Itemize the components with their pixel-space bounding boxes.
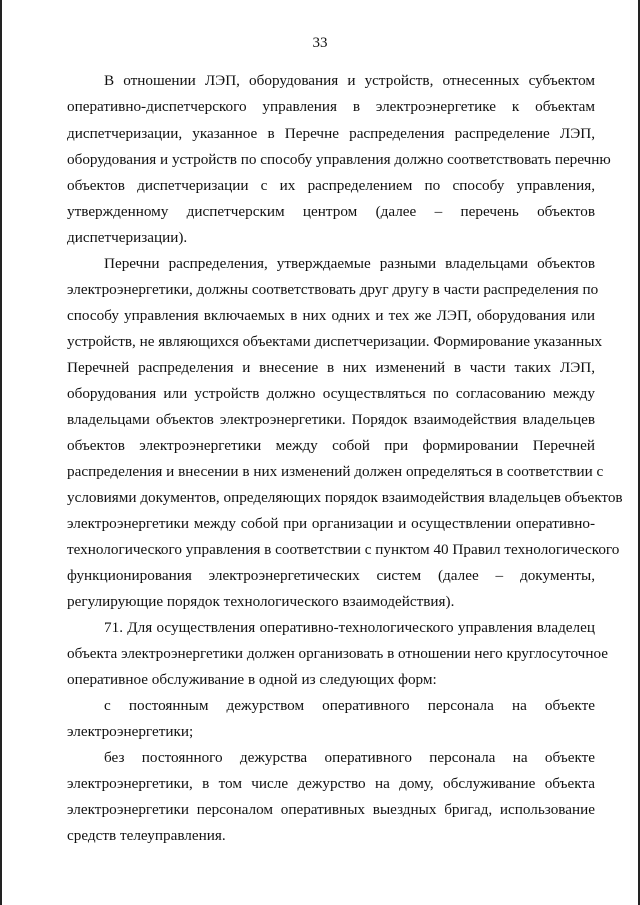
text-line: Перечней распределения и внесение в них изменений в части таких ЛЭП, bbox=[67, 359, 595, 376]
text-line: электроэнергетики персоналом оперативных выездных бригад, использование bbox=[67, 801, 595, 818]
text-line: 71. Для осуществления оперативно-технологического управления владелец bbox=[104, 619, 595, 636]
text-line: диспетчеризации, указанное в Перечне распределения распределение ЛЭП, bbox=[67, 125, 595, 142]
text-line: распределения и внесении в них изменений должен определяться в соответствии с bbox=[67, 463, 604, 480]
text-line: оперативное обслуживание в одной из следующих форм: bbox=[67, 671, 437, 688]
text-line: Перечни распределения, утверждаемые разными владельцами объектов bbox=[104, 255, 595, 272]
left-page-edge bbox=[0, 0, 2, 905]
text-line: электроэнергетики между собой при организации и осуществлении оперативно- bbox=[67, 515, 595, 532]
text-line: объектов электроэнергетики между собой при формировании Перечней bbox=[67, 437, 595, 454]
text-line: утвержденному диспетчерским центром (далее – перечень объектов bbox=[67, 203, 595, 220]
page-number: 33 bbox=[312, 35, 328, 51]
text-line: технологического управления в соответствии с пунктом 40 Правил технологического bbox=[67, 541, 620, 558]
text-line: оперативно-диспетчерского управления в электроэнергетике к объектам bbox=[67, 98, 595, 115]
text-line: функционирования электроэнергетических систем (далее – документы, bbox=[67, 567, 595, 584]
text-line: оборудования и устройств по способу управления должно соответствовать перечню bbox=[67, 151, 611, 168]
text-line: без постоянного дежурства оперативного персонала на объекте bbox=[104, 749, 595, 766]
text-line: способу управления включаемых в них одних и тех же ЛЭП, оборудования или bbox=[67, 307, 595, 324]
text-line: условиями документов, определяющих порядок взаимодействия владельцев объектов bbox=[67, 489, 623, 506]
text-line: оборудования или устройств должно осуществляться по согласованию между bbox=[67, 385, 595, 402]
text-line: владельцами объектов электроэнергетики. Порядок взаимодействия владельцев bbox=[67, 411, 595, 428]
text-line: объекта электроэнергетики должен организовать в отношении него круглосуточное bbox=[67, 645, 608, 662]
text-line: В отношении ЛЭП, оборудования и устройств, отнесенных субъектом bbox=[104, 72, 595, 89]
text-line: регулирующие порядок технологического взаимодействия). bbox=[67, 593, 455, 610]
text-line: объектов диспетчеризации с их распределением по способу управления, bbox=[67, 177, 595, 194]
text-line: устройств, не являющихся объектами диспетчеризации. Формирование указанных bbox=[67, 333, 603, 350]
text-line: электроэнергетики; bbox=[67, 723, 194, 740]
text-line: средств телеуправления. bbox=[67, 827, 226, 844]
text-line: электроэнергетики, в том числе дежурство на дому, обслуживание объекта bbox=[67, 775, 595, 792]
text-line: диспетчеризации). bbox=[67, 229, 188, 246]
text-line: с постоянным дежурством оперативного персонала на объекте bbox=[104, 697, 595, 714]
text-line: электроэнергетики, должны соответствовать друг другу в части распределения по bbox=[67, 281, 599, 298]
